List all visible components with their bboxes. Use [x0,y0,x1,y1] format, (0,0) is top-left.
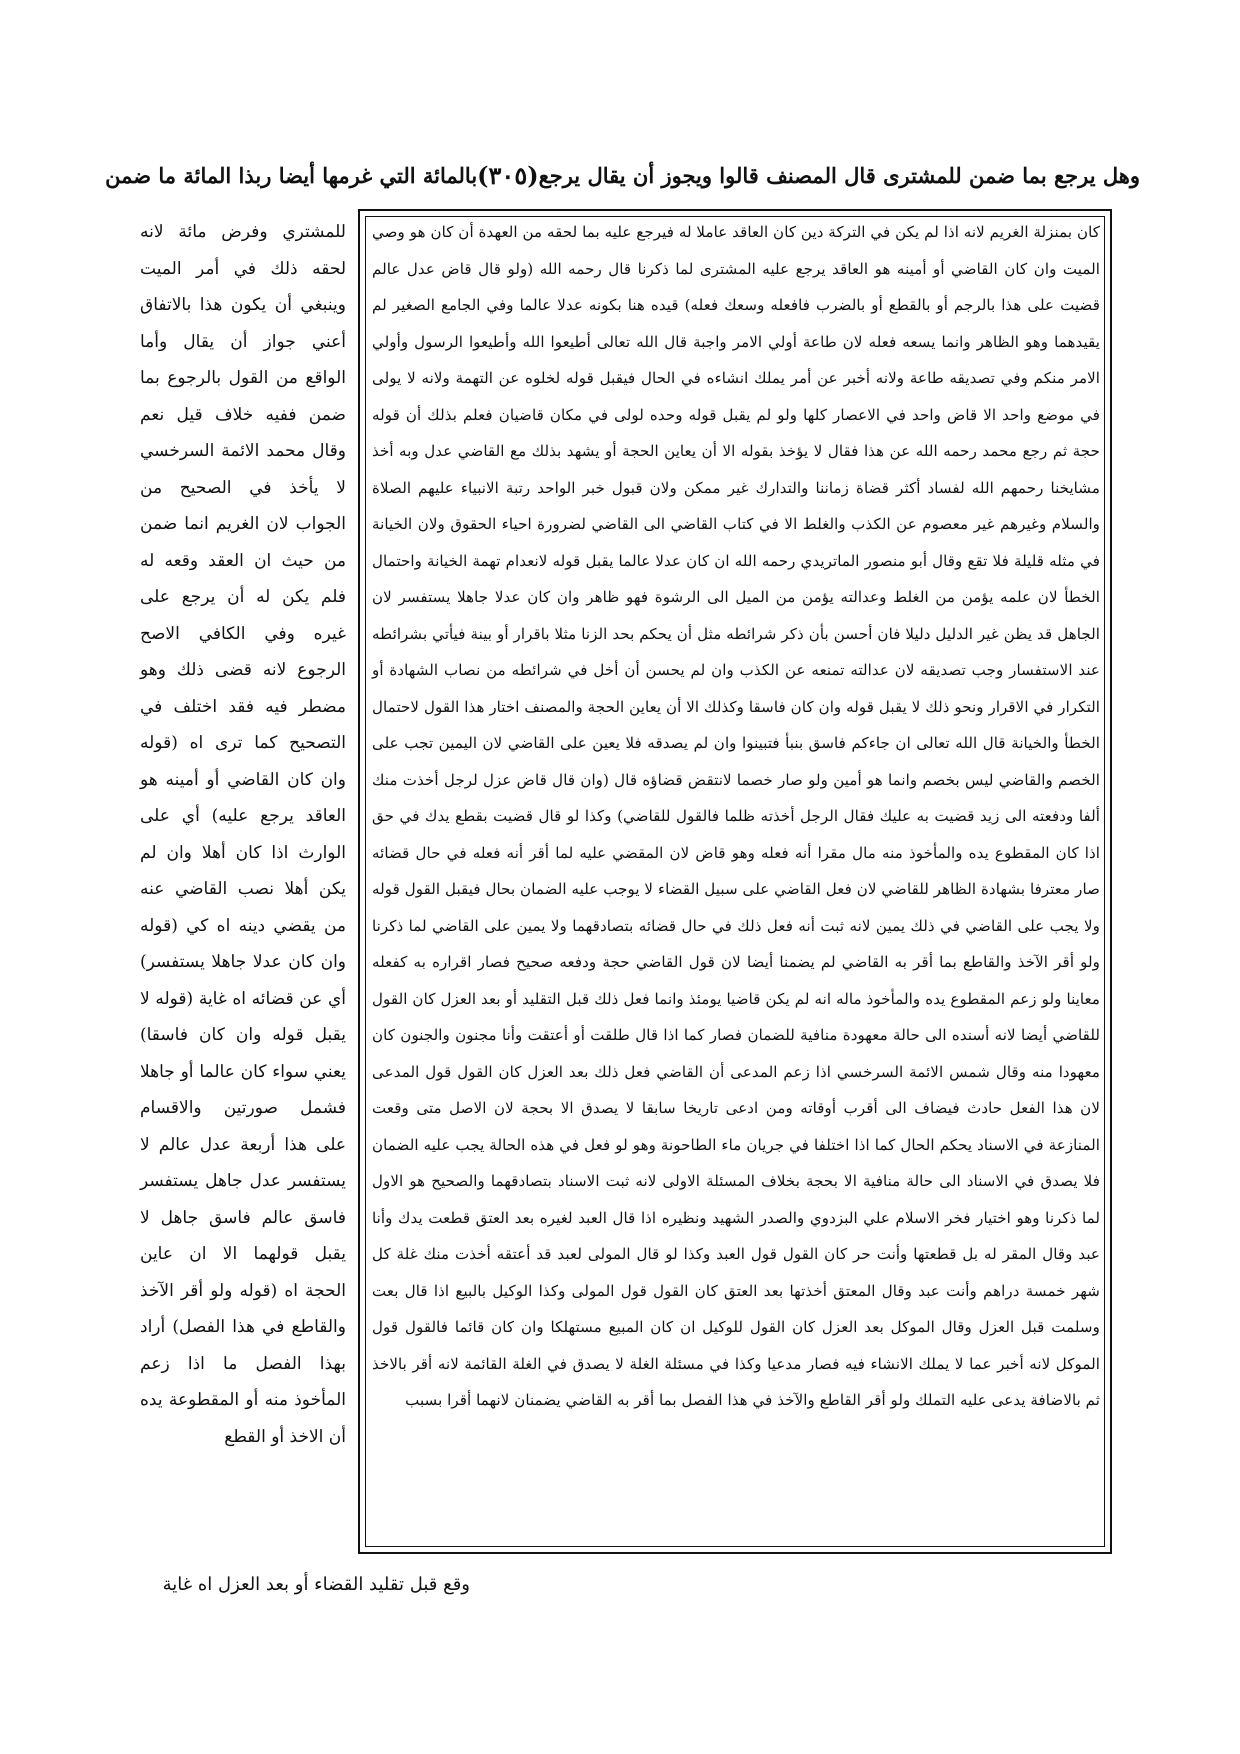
header-running-text-right: وهل يرجع بما ضمن للمشترى قال المصنف قالوا ويجوز أن يقال يرجع [538,162,1140,188]
header-running-text-left: بالمائة التي غرمها أيضا ربذا المائة ما ضمن [105,162,478,188]
main-text-body: كان بمنزلة الغريم لانه اذا لم يكن في التركة دين كان العاقد عاملا له فيرجع عليه بما لحقه من العهدة أن كان هو وصي الميت وان كان القاضي أو أمينه هو العاقد يرجع عليه المشترى لما ذكرنا قال رحمه الله (ولو قال قاض عدل عالم قضيت على هذا بالرجم أو بالقطع أو بالضرب فافعله وسعك فعله) قيده هنا بكونه عدلا عالما وفي الجامع الصغير لم يقيدهما وهو الظاهر وانما يسعه فعله لان طاعة أولي الامر واجبة قال الله تعالى أطيعوا الله وأطيعوا الرسول وأولي الامر منكم وفي تصديقه طاعة ولانه أخبر عن أمر يملك انشاءه في الحال فيقبل قوله لخلوه عن التهمة ولانه لا يولى في موضع واحد الا قاض واحد في الاعصار كلها ولو لم يقبل قوله وحده لولى في مكان قاضيان فعلم بذلك أن قوله حجة ثم رجع محمد رحمه الله عن هذا فقال لا يؤخذ بقوله الا أن يعاين الحجة أو يشهد بذلك مع القاضي عدل وبه أخذ مشايخنا رحمهم الله لفساد أكثر قضاة زماننا والتدارك غير ممكن ولان قبول خبر الواحد رتبة الانبياء عليهم الصلاة والسلام وغيرهم غير معصوم عن الكذب والغلط الا في كتاب القاضي الى القاضي لضرورة احياء الحقوق ولان الخيانة في مثله قليلة فلا تقع وقال أبو منصور الماتريدي رحمه الله ان كان عدلا عالما يقبل قوله لانعدام تهمة الخيانة واحتمال الخطأ لان علمه يؤمن من الغلط وعدالته يؤمن من الميل الى الرشوة فهو ظاهر وان كان عدلا جاهلا يستفسر لان الجاهل قد يظن غير الدليل دليلا فان أحسن بأن ذكر شرائطه مثل أن يحكم بحد الزنا مثلا باقرار أو بينة فيأتي بشرائطه عند الاستفسار وجب تصديقه لان عدالته تمنعه عن الكذب وان لم يحسن أن أخل في شرائطه من نصاب الشهادة أو التكرار في الاقرار ونحو ذلك لا يقبل قوله وان كان فاسقا وكذلك الا أن يعاين الحجة والمصنف اختار هذا القول لاحتمال الخطأ والخيانة قال الله تعالى ان جاءكم فاسق بنبأ فتبينوا وان لم يصدقه فلا يعين على القاضي لان اليمين تجب على الخصم والقاضي ليس بخصم وانما هو أمين ولو صار خصما لانتقض قضاؤه قال (وان قال قاض عزل لرجل أخذت منك ألفا ودفعته الى زيد قضيت به عليك فقال الرجل أخذته ظلما فالقول للقاضي) وكذا لو قال قضيت بقطع يدك في حق اذا كان المقطوع يده والمأخوذ منه مال مقرا أنه فعله وهو قاض لان المقضي عليه لما أقر أنه فعله في حال قضائه صار معترفا بشهادة الظاهر للقاضي لان فعل القاضي على سبيل القضاء لا يوجب عليه الضمان بحال فيقبل القول قوله ولا يجب على القاضي في ذلك يمين لانه ثبت أنه فعل ذلك في حال قضائه بتصادقهما ولا يمين على القاضي لما ذكرنا ولو أقر الآخذ والقاطع بما أقر به القاضي لم يضمنا أيضا لان قول القاضي حجة ودفعه صحيح فصار اقراره به كفعله معاينا ولو زعم المقطوع يده والمأخوذ ماله انه لم يكن قاضيا يومئذ وانما فعل ذلك قبل التقليد أو بعد العزل كان القول للقاضي أيضا لانه أسنده الى حالة معهودة منافية للضمان فصار كما اذا قال طلقت أو أعتقت وأنا مجنون والجنون كان معهودا منه وقال شمس الائمة السرخسي اذا زعم المدعى أن القاضي فعل ذلك بعد العزل كان القول قول المدعى لان هذا الفعل حادث فيضاف الى أقرب أوقاته ومن ادعى تاريخا سابقا لا يصدق الا بحجة لان الاصل متى وقعت المنازعة في الاسناد يحكم الحال كما اذا اختلفا في جريان ماء الطاحونة وهو لو فعل في هذه الحالة يجب عليه الضمان فلا يصدق في الاسناد الى حالة منافية الا بحجة بخلاف المسئلة الاولى لانه ثبت الاسناد بتصادقهما والصحيح هو الاول لما ذكرنا وهو اختيار فخر الاسلام علي البزدوي والصدر الشهيد ونظيره اذا قال العبد لغيره بعد العتق قطعت يدك وأنا عبد وقال المقر له بل قطعتها وأنت حر كان القول قول العبد وكذا لو قال المولى لعبد قد أعتقه أخذت منك غلة كل شهر خمسة دراهم وأنت عبد وقال المعتق أخذتها بعد العتق كان القول قول المولى وكذا الوكيل بالبيع اذا قال بعت وسلمت قبل العزل وقال الموكل بعد العزل كان القول للوكيل ان كان المبيع مستهلكا وان كان قائما فالقول قول الموكل لانه أخبر عما لا يملك الانشاء فيه فصار مدعيا وكذا في مسئلة الغلة لا يصدق في الغلة القائمة لانه أقر بالاخذ ثم بالاضافة يدعى عليه التملك ولو أقر القاطع والآخذ في هذا الفصل بما أقر به القاضي يضمنان لانهما أقرا بسبب [372,223,1100,1409]
margin-commentary: للمشتري وفرض مائة لانه لحقه ذلك في أمر الميت وينبغي أن يكون هذا بالاتفاق أعني جواز أن يقال وأما الواقع من القول بالرجوع بما ضمن ففيه خلاف قيل نعم وقال محمد الائمة السرخسي لا يأخذ في الصحيح من الجواب لان الغريم انما ضمن من حيث ان العقد وقعه له فلم يكن له أن يرجع على غيره وفي الكافي الاصح الرجوع لانه قضى ذلك وهو مضطر فيه فقد اختلف في التصحيح كما ترى اه (قوله وان كان القاضي أو أمينه هو العاقد يرجع عليه) أي على الوارث اذا كان أهلا وان لم يكن أهلا نصب القاضي عنه من يقضي دينه اه كي (قوله وان كان عدلا جاهلا يستفسر) أي عن قضائه اه غاية (قوله لا يقبل قوله وان كان فاسقا) يعني سواء كان عالما أو جاهلا فشمل صورتين والاقسام على هذا أربعة عدل عالم لا يستفسر عدل جاهل يستفسر فاسق عالم فاسق جاهل لا يقبل قولهما الا ان عاين الحجة اه (قوله ولو أقر الآخذ والقاطع في هذا الفصل) أراد بهذا الفصل ما اذا زعم المأخوذ منه أو المقطوعة يده أن الاخذ أو القطع [140,222,346,1447]
footer-note: وقع قبل تقليد القضاء أو بعد العزل اه غاية [162,1574,470,1595]
page-header [105,160,1140,190]
page-number: (٣٠٥) [477,160,539,190]
